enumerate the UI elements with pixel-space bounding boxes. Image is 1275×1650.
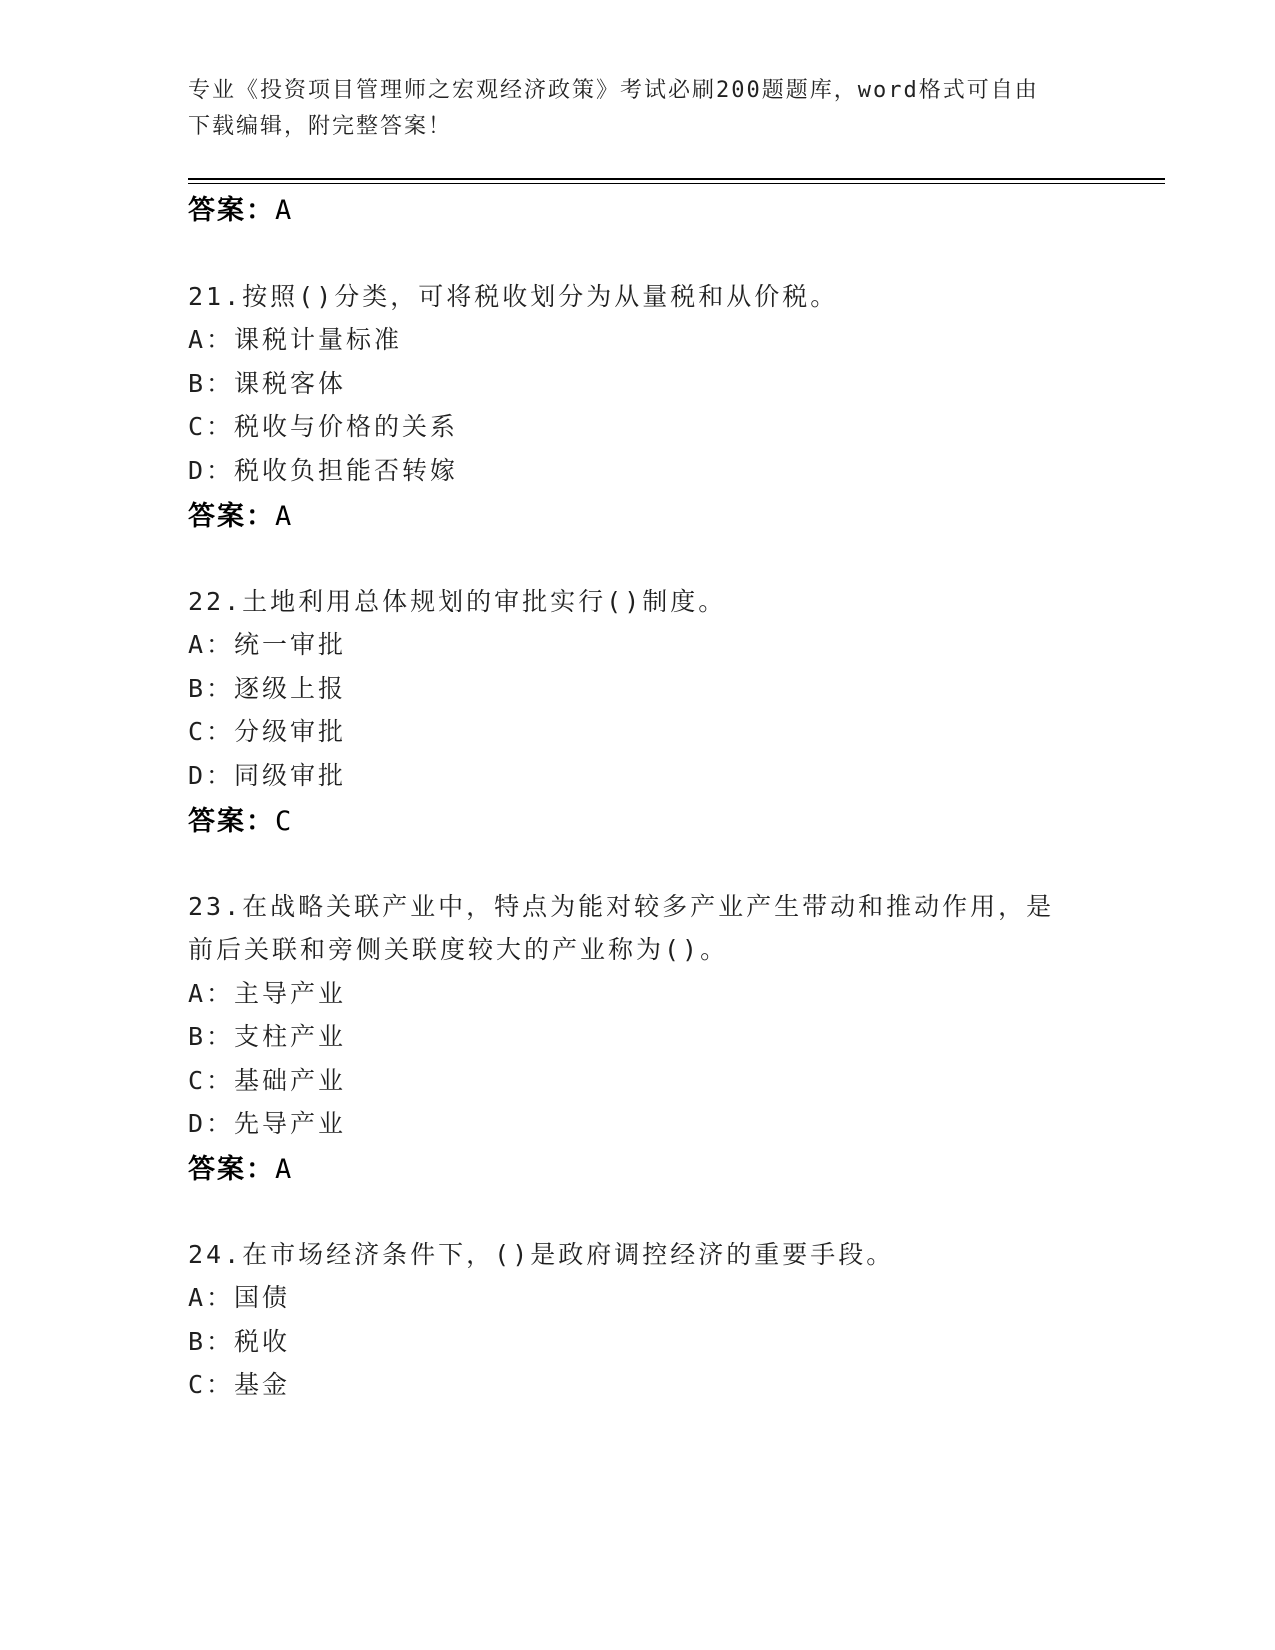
- question-23-option-a: A：主导产业: [188, 979, 347, 1008]
- question-23-stem-line-2: 前后关联和旁侧关联度较大的产业称为()。: [188, 935, 729, 964]
- header-line-2: 下载编辑，附完整答案！: [188, 114, 453, 139]
- question-21-stem: 21.按照()分类，可将税收划分为从量税和从价税。: [188, 282, 839, 311]
- question-24-option-b: B：税收: [188, 1327, 291, 1356]
- question-21-option-d: D：税收负担能否转嫁: [188, 456, 459, 485]
- question-23-option-d: D：先导产业: [188, 1109, 347, 1138]
- question-22-stem: 22.土地利用总体规划的审批实行()制度。: [188, 587, 727, 616]
- question-24-stem: 24.在市场经济条件下，()是政府调控经济的重要手段。: [188, 1240, 895, 1269]
- question-22-answer: 答案：C: [188, 806, 294, 837]
- header-line-1: 专业《投资项目管理师之宏观经济政策》考试必刷200题题库，word格式可自由: [188, 78, 1039, 103]
- question-21-option-a: A：课税计量标准: [188, 325, 403, 354]
- question-21-option-b: B：课税客体: [188, 369, 347, 398]
- question-22-option-b: B：逐级上报: [188, 674, 347, 703]
- question-23-answer: 答案：A: [188, 1154, 294, 1185]
- question-23-option-c: C：基础产业: [188, 1066, 347, 1095]
- question-21-option-c: C：税收与价格的关系: [188, 412, 459, 441]
- question-23-option-b: B：支柱产业: [188, 1022, 347, 1051]
- question-22-option-d: D：同级审批: [188, 761, 347, 790]
- question-22-option-c: C：分级审批: [188, 717, 347, 746]
- question-23-stem-line-1: 23.在战略关联产业中，特点为能对较多产业产生带动和推动作用，是: [188, 892, 1055, 921]
- previous-answer: 答案：A: [188, 195, 294, 226]
- question-24-option-a: A：国债: [188, 1283, 291, 1312]
- question-24-option-c: C：基金: [188, 1370, 291, 1399]
- question-22-option-a: A：统一审批: [188, 630, 347, 659]
- header-divider-thin: [188, 183, 1165, 184]
- document-header: [188, 73, 1088, 145]
- header-divider-thick: [188, 178, 1165, 180]
- question-21-answer: 答案：A: [188, 501, 294, 532]
